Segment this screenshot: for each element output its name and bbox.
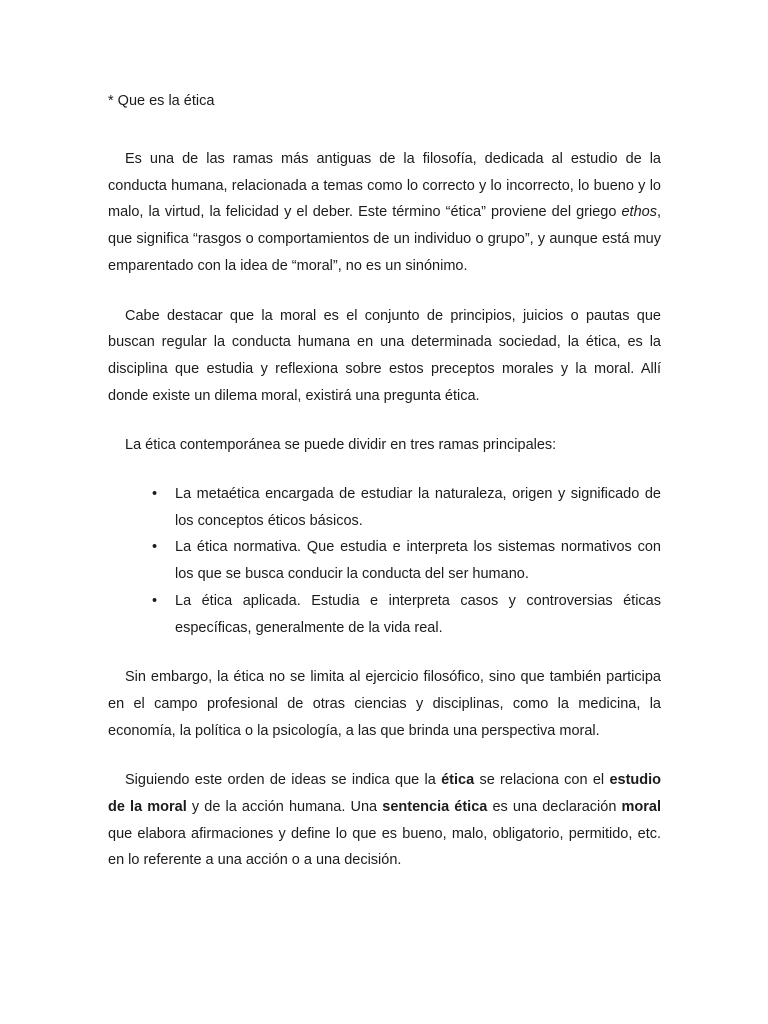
list-item-metaetica bbox=[108, 481, 661, 534]
list-item-etica-normativa bbox=[108, 534, 661, 587]
paragraph-ethical-sentence-text-5: que elabora afirmaciones y define lo que es bueno, malo, obligatorio, permitido, etc. en lo referente a una acción o a una decisión. bbox=[108, 825, 661, 869]
document-page bbox=[108, 88, 661, 897]
list-item-text: La metaética encargada de estudiar la naturaleza, origen y significado de los conceptos éticos básicos. bbox=[175, 486, 661, 529]
paragraph-ethical-sentence-text-4: es una declaración bbox=[487, 799, 622, 816]
paragraph-professional-field: Sin embargo, la ética no se limita al ejercicio filosófico, sino que también participa en el campo profesional de otras ciencias y disciplinas, como la medicina, la economía, la política o la psicología, a las que brinda una perspectiva moral. bbox=[108, 669, 661, 739]
bullet-icon: • bbox=[152, 486, 158, 503]
paragraph-ethical-sentence bbox=[108, 767, 661, 874]
paragraph-definition-text-2: , que significa “rasgos o comportamientos de un individuo o grupo”, y aunque está muy emparentado con la idea de “moral”, no es un sinónimo. bbox=[108, 204, 661, 274]
branches-list bbox=[108, 481, 661, 641]
list-item-etica-aplicada bbox=[108, 588, 661, 641]
list-item-text: La ética normativa. Que estudia e interpreta los sistemas normativos con los que se busca conducir la conducta del ser humano. bbox=[175, 539, 661, 583]
list-item-text: La ética aplicada. Estudia e interpreta casos y controversias éticas específicas, generalmente de la vida real. bbox=[175, 592, 661, 636]
paragraph-definition-text-1: Es una de las ramas más antiguas de la filosofía, dedicada al estudio de la conducta humana, relacionada a temas como lo correcto y lo incorrecto, lo bueno y lo malo, la virtud, la felicidad y el deber. Este término “ética” proviene del griego bbox=[108, 151, 661, 221]
document-heading: * Que es la ética bbox=[108, 93, 215, 109]
paragraph-definition bbox=[108, 146, 661, 280]
paragraph-moral: Cabe destacar que la moral es el conjunto de principios, juicios o pautas que buscan regular la conducta humana en una determinada sociedad, la ética, es la disciplina que estudia y reflexiona sobre estos preceptos morales y la moral. Allí donde existe un dilema moral, existirá una pregunta ética. bbox=[108, 307, 661, 404]
paragraph-branches-intro: La ética contemporánea se puede dividir en tres ramas principales: bbox=[125, 437, 557, 454]
bold-term-moral: moral bbox=[621, 799, 662, 816]
paragraph-ethical-sentence-text-3: y de la acción humana. Una bbox=[186, 799, 383, 816]
bold-term-estudio-moral: estudio de la moral bbox=[108, 772, 661, 816]
term-ethos: ethos bbox=[621, 204, 657, 221]
bold-term-etica: ética bbox=[441, 772, 475, 789]
bold-term-sentencia-etica: sentencia ética bbox=[382, 799, 488, 816]
paragraph-ethical-sentence-text-1: Siguiendo este orden de ideas se indica que la bbox=[125, 772, 442, 789]
paragraph-ethical-sentence-text-2: se relaciona con el bbox=[474, 772, 610, 789]
bullet-icon: • bbox=[152, 592, 158, 609]
bullet-icon: • bbox=[152, 539, 158, 556]
